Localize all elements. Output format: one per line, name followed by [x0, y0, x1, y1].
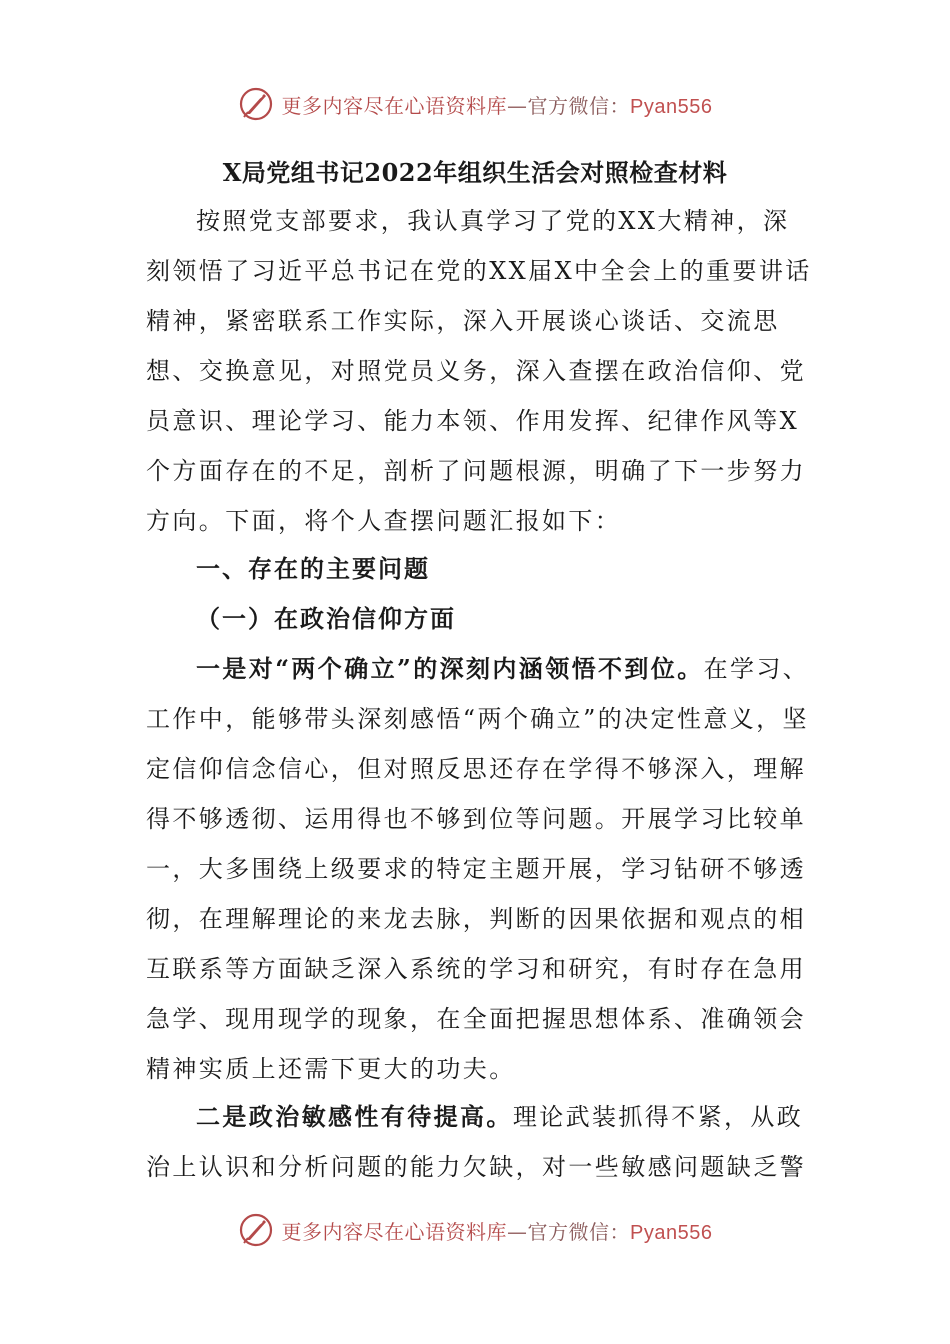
point-1-lead: 一是对“两个确立”的深刻内涵领悟不到位。	[196, 654, 704, 683]
point-2-body: 理论武装抓得不紧，从政治上认识和分析问题的能力欠缺，对一些敏感问题缺乏警	[146, 1103, 806, 1181]
point-1-paragraph	[146, 644, 814, 1094]
watermark-wechat-id: Pyan556	[630, 95, 713, 118]
watermark-wechat-id: Pyan556	[630, 1221, 713, 1244]
document-title: X局党组书记2022年组织生活会对照检查材料	[222, 158, 728, 187]
watermark-main: 更多内容尽在心语资料库	[281, 1219, 508, 1244]
watermark-text	[282, 1216, 713, 1245]
watermark-text	[282, 90, 713, 119]
watermark-main: 更多内容尽在心语资料库	[281, 93, 508, 118]
quill-logo-icon	[238, 86, 274, 122]
watermark-dash: —	[507, 93, 528, 118]
point-1-body: 在学习、工作中，能够带头深刻感悟“两个确立”的决定性意义，坚定信仰信念信心，但对照反思还存在学得不够深入，理解得不够透彻、运用得也不够到位等问题。开展学习比较单一，大多围绕上级要求的特定主题开展，学习钻研不够透彻，在理解理论的来龙去脉，判断的因果依据和观点的相互联系等方面缺乏深入系统的学习和研究，有时存在急用急学、现用现学的现象，在全面把握思想体系、准确领会精神实质上还需下更大的功夫。	[146, 655, 810, 1083]
quill-logo-icon	[238, 1212, 274, 1248]
point-2-lead: 二是政治敏感性有待提高。	[196, 1102, 513, 1131]
intro-paragraph: 按照党支部要求，我认真学习了党的XX大精神，深刻领悟了习近平总书记在党的XX届X中全会上的重要讲话精神，紧密联系工作实际，深入开展谈心谈话、交流思想、交换意见，对照党员义务，深入查摆在政治信仰、党员意识、理论学习、能力本领、作用发挥、纪律作风等X个方面存在的不足，剖析了问题根源，明确了下一步努力方向。下面，将个人查摆问题汇报如下：	[146, 207, 812, 535]
watermark-footer	[0, 1208, 950, 1252]
watermark-wechat-label: 官方微信：	[527, 93, 631, 118]
subsection-heading: （一）在政治信仰方面	[196, 604, 456, 633]
watermark-dash: —	[507, 1219, 528, 1244]
section-heading: 一、存在的主要问题	[196, 554, 430, 583]
watermark-header	[0, 82, 950, 126]
point-2-paragraph	[146, 1092, 814, 1192]
watermark-wechat-label: 官方微信：	[527, 1219, 631, 1244]
